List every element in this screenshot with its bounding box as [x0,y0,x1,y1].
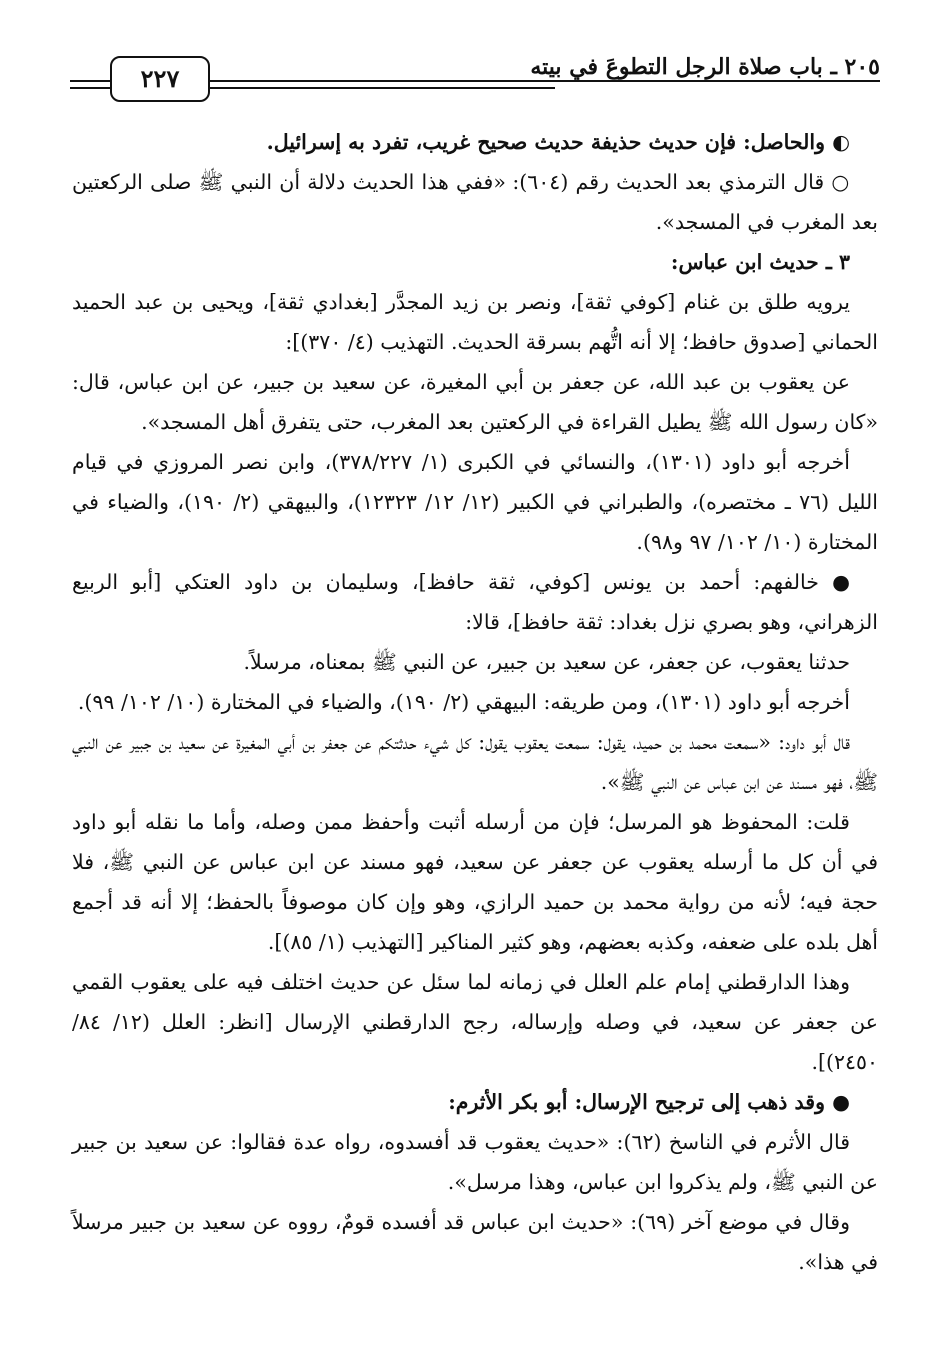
paragraph: أخرجه أبو داود (١٣٠١)، والنسائي في الكبرى (١/ ٣٧٨/٢٢٧)، وابن نصر المروزي في قيام الليل (٧٦ ـ مختصره)، والطبراني في الكبير (١٢/ ١٢/ ١٢٣٢٣)، والبيهقي (٢/ ١٩٠)، والضياء في المختارة (١٠/ ١٠٢/ ٩٧ و٩٨). [72,450,878,554]
paragraph: قلت: المحفوظ هو المرسل؛ فإن من أرسله أثبت وأحفظ ممن وصله، وأما ما نقله أبو داود في أن كل ما أرسله يعقوب عن جعفر عن سعيد، فهو مسند عن ابن عباس عن النبي ﷺ، فلا حجة فيه؛ لأنه من رواية محمد بن حميد الرازي، وهو وإن كان موصوفاً بالحفظ؛ إلا أنه قد أجمع أهل بلده على ضعفه، وكذبه بعضهم، وهو كثير المناكير [التهذيب (١/ ٨٥)]. [72,810,878,954]
paragraph: ● وقد ذهب إلى ترجيح الإرسال: أبو بكر الأثرم: [448,1090,850,1114]
paragraph: قال أبو داود: «سمعت محمد بن حميد، يقول: سمعت يعقوب يقول: كل شيء حدثتكم عن جعفر بن أبي المغيرة عن سعيد بن جبير عن النبي ﷺ، فهو مسند عن ابن عباس عن النبي ﷺ». [72,730,878,794]
paragraph: ● خالفهم: أحمد بن يونس [كوفي، ثقة حافظ]، وسليمان بن داود العتكي [أبو الربيع الزهراني، وهو بصري نزل بغداد: ثقة حافظ]، قالا: [72,570,878,634]
paragraph: عن يعقوب بن عبد الله، عن جعفر بن أبي المغيرة، عن سعيد بن جبير، عن ابن عباس، قال: «كان رسول الله ﷺ يطيل القراءة في الركعتين بعد المغرب، حتى يتفرق أهل المسجد». [72,370,878,434]
paragraph: ○ قال الترمذي بعد الحديث رقم (٦٠٤): «ففي هذا الحديث دلالة أن النبي ﷺ صلى الركعتين بعد المغرب في المسجد». [72,170,878,234]
paragraph: وقال في موضع آخر (٦٩): «حديث ابن عباس قد أفسده قومٌ، رووه عن سعيد بن جبير مرسلاً في هذا». [72,1210,878,1274]
ornament-line [76,87,108,89]
paragraph: ٣ ـ حديث ابن عباس: [670,250,850,274]
ornament-line [76,80,108,82]
paragraph: أخرجه أبو داود (١٣٠١)، ومن طريقه: البيهقي (٢/ ١٩٠)، والضياء في المختارة (١٠/ ١٠٢/ ٩٩). [77,690,850,714]
paragraph: حدثنا يعقوب، عن جعفر، عن سعيد بن جبير، عن النبي ﷺ بمعناه، مرسلاً. [243,650,850,674]
page-body [72,122,878,1282]
paragraph: قال الأثرم في الناسخ (٦٢): «حديث يعقوب قد أفسدوه، رواه عدة فقالوا: عن سعيد بن جبير عن النبي ﷺ، ولم يذكروا ابن عباس، وهذا مرسل». [72,1130,878,1194]
paragraph: وهذا الدارقطني إمام علم العلل في زمانه لما سئل عن حديث اختلف فيه على يعقوب القمي عن جعفر عن سعيد، في وصله وإرساله، رجح الدارقطني الإرسال [انظر: العلل (١٢/ ٨٤/ ٢٤٥٠)]. [72,970,878,1074]
page-header [70,54,880,104]
paragraph: ◐ والحاصل: فإن حديث حذيفة حديث صحيح غريب، تفرد به إسرائيل. [266,130,850,154]
page-number: ٢٢٧ [110,56,210,102]
paragraph: يرويه طلق بن غنام [كوفي ثقة]، ونصر بن زيد المجدَّر [بغدادي ثقة]، ويحيى بن عبد الحميد الحماني [صدوق حافظ؛ إلا أنه اتُّهم بسرقة الحديث. التهذيب (٤/ ٣٧٠)]: [72,290,878,354]
chapter-title: ٢٠٥ ـ باب صلاة الرجل التطوعَ في بيته [530,54,880,80]
